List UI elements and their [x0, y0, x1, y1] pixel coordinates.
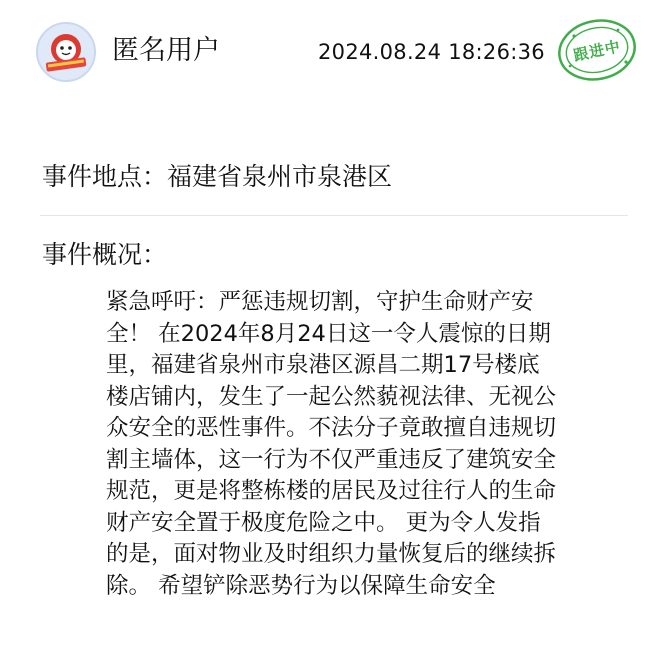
following-up-stamp-icon: [556, 18, 638, 82]
overview-label: 事件概况：: [42, 240, 168, 269]
anonymous-avatar-icon[interactable]: [36, 22, 96, 82]
location-value: 福建省泉州市泉港区: [167, 162, 393, 191]
section-divider: [40, 215, 628, 216]
location-label: 事件地点：: [42, 162, 168, 191]
event-location: [42, 160, 392, 194]
post-header: [0, 0, 660, 110]
overview-text: 紧急呼吁：严惩违规切割，守护生命财产安全！ 在2024年8月24日这一令人震惊的日期里，福建省泉州市泉港区源昌二期17号楼底楼店铺内，发生了一起公然藐视法律、无视公众安全的恶性事件。不法分子竟敢擅自违规切割主墙体，这一行为不仅严重违反了建筑安全规范，更是将整栋楼的居民及过往行人的生命财产安全置于极度危险之中。 更为令人发指的是，面对物业及时组织力量恢复后的继续拆除。 希望铲除恶势行为以保障生命安全: [106, 289, 557, 599]
stamp-label: 跟进中: [571, 36, 623, 65]
username: 匿名用户: [112, 35, 220, 66]
post-timestamp: 2024.08.24 18:26:36: [318, 40, 545, 64]
